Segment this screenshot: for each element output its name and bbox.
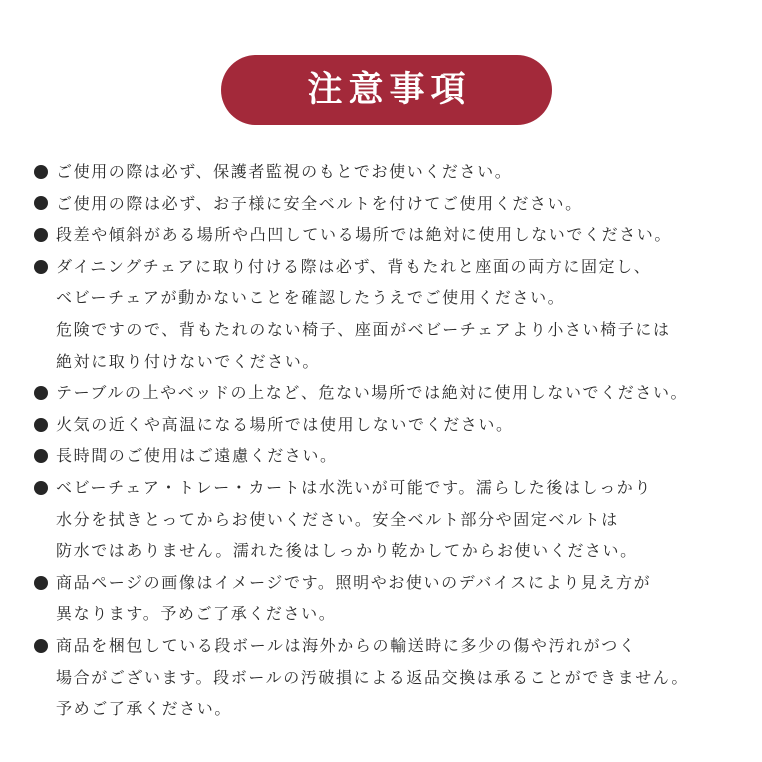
bullet-dot-icon [34, 165, 48, 179]
bullet-icon [34, 630, 56, 662]
notice-line: 長時間のご使用はご遠慮ください。 [56, 446, 338, 466]
notice-item [34, 472, 734, 567]
bullet-dot-icon [34, 196, 48, 210]
notice-text [56, 188, 734, 220]
notice-text [56, 251, 734, 377]
bullet-dot-icon [34, 576, 48, 590]
bullet-dot-icon [34, 418, 48, 432]
notice-text [56, 409, 734, 441]
title-banner [221, 55, 552, 125]
bullet-dot-icon [34, 639, 48, 653]
notice-item [34, 156, 734, 188]
notice-text [56, 630, 734, 725]
notice-item [34, 440, 734, 472]
notice-line: 予めご了承ください。 [56, 699, 233, 719]
notice-line: 場合がございます。段ボールの汚破損による返品交換は承ることができません。 [56, 667, 689, 687]
notice-item [34, 409, 734, 441]
notice-list [34, 156, 734, 725]
bullet-dot-icon [34, 260, 48, 274]
notice-line: 商品を梱包している段ボールは海外からの輸送時に多少の傷や汚れがつく [56, 635, 637, 655]
bullet-icon [34, 472, 56, 504]
notice-line: ダイニングチェアに取り付ける際は必ず、背もたれと座面の両方に固定し、 [56, 256, 652, 276]
notice-line: 商品ページの画像はイメージです。照明やお使いのデバイスにより見え方が [56, 572, 652, 592]
notice-text [56, 440, 734, 472]
notice-text [56, 156, 734, 188]
bullet-icon [34, 377, 56, 409]
notice-line: 水分を拭きとってからお使いください。安全ベルト部分や固定ベルトは [56, 509, 619, 529]
bullet-icon [34, 567, 56, 599]
notice-line: 火気の近くや高温になる場所では使用しないでください。 [56, 414, 514, 434]
notice-item [34, 251, 734, 377]
bullet-icon [34, 156, 56, 188]
notice-item [34, 630, 734, 725]
notice-item [34, 219, 734, 251]
notice-line: ご使用の際は必ず、お子様に安全ベルトを付けてご使用ください。 [56, 193, 583, 213]
notice-line: 絶対に取り付けないでください。 [56, 351, 321, 371]
bullet-dot-icon [34, 228, 48, 242]
notice-line: ご使用の際は必ず、保護者監視のもとでお使いください。 [56, 162, 513, 181]
notice-text [56, 377, 734, 409]
notice-item [34, 567, 734, 630]
notice-item [34, 188, 734, 220]
bullet-icon [34, 188, 56, 220]
notice-line: テーブルの上やベッドの上など、危ない場所では絶対に使用しないでください。 [56, 383, 689, 403]
bullet-dot-icon [34, 481, 48, 495]
notice-line: ベビーチェアが動かないことを確認したうえでご使用ください。 [56, 288, 566, 308]
notice-line: 段差や傾斜がある場所や凸凹している場所では絶対に使用しないでください。 [56, 225, 673, 245]
notice-line: 防水ではありません。濡れた後はしっかり乾かしてからお使いください。 [56, 541, 638, 561]
bullet-icon [34, 409, 56, 441]
bullet-icon [34, 251, 56, 283]
bullet-icon [34, 219, 56, 251]
notice-item [34, 377, 734, 409]
notice-line: 異なります。予めご了承ください。 [56, 604, 337, 624]
bullet-dot-icon [34, 386, 48, 400]
notice-line: 危険ですので、背もたれのない椅子、座面がベビーチェアより小さい椅子には [56, 319, 671, 339]
bullet-dot-icon [34, 449, 48, 463]
notice-line: ベビーチェア・トレー・カートは水洗いが可能です。濡らした後はしっかり [56, 477, 653, 497]
page-title: 注意事項 [307, 69, 472, 110]
notice-text [56, 219, 734, 251]
notice-text [56, 567, 734, 630]
notice-text [56, 472, 734, 567]
bullet-icon [34, 440, 56, 472]
